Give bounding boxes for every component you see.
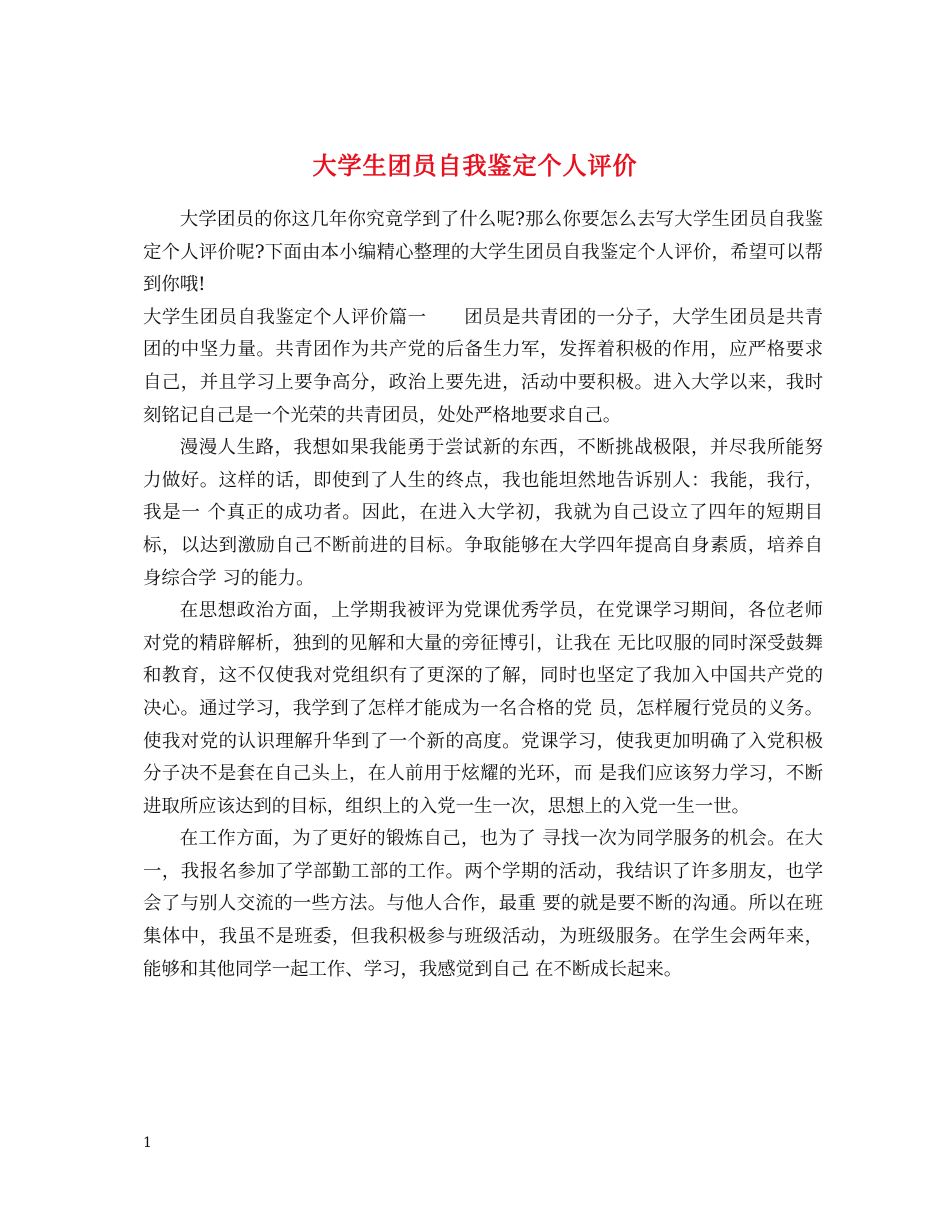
paragraph-work: 在工作方面，为了更好的锻炼自己，也为了 寻找一次为同学服务的机会。在大一，我报名参加了学部勤工部的工作。两个学期的活动，我结识了许多朋友，也学会了与别人交流的一些方法。与他人合作，最重 要的就是要不断的沟通。所以在班集体中，我虽不是班委，但我积极参与班级活动，为班级服务。在学生会两年来，能够和其他同学一起工作、学习，我感觉到自己 在不断成长起来。 <box>143 828 823 980</box>
document-body <box>143 204 823 986</box>
paragraph-life-goals: 漫漫人生路，我想如果我能勇于尝试新的东西，不断挑战极限，并尽我所能努力做好。这样的话，即使到了人生的终点，我也能坦然地告诉别人：我能，我行，我是一 个真正的成功者。因此，在进入大学初，我就为自己设立了四年的短期目标，以达到激励自己不断前进的目标。争取能够在大学四年提高自身素质，培养自身综合学 习的能力。 <box>143 437 823 589</box>
document-title: 大学生团员自我鉴定个人评价 <box>312 151 638 181</box>
paragraph-intro: 大学团员的你这几年你究竟学到了什么呢?那么你要怎么去写大学生团员自我鉴定个人评价呢?下面由本小编精心整理的大学生团员自我鉴定个人评价，希望可以帮到你哦! <box>143 209 823 296</box>
paragraph-section-one: 大学生团员自我鉴定个人评价篇一 团员是共青团的一分子，大学生团员是共青团的中坚力量。共青团作为共产党的后备生力军，发挥着积极的作用，应严格要求自己，并且学习上要争高分，政治上要先进，活动中要积极。进入大学以来，我时刻铭记自己是一个光荣的共青团员，处处严格地要求自己。 <box>143 306 823 426</box>
paragraph-political: 在思想政治方面，上学期我被评为党课优秀学员，在党课学习期间，各位老师对党的精辟解析，独到的见解和大量的旁征博引，让我在 无比叹服的同时深受鼓舞和教育，这不仅使我对党组织有了更深的了解，同时也坚定了我加入中国共产党的决心。通过学习，我学到了怎样才能成为一名合格的党 员，怎样履行党员的义务。使我对党的认识理解升华到了一个新的高度。党课学习，使我更加明确了入党积极分子决不是套在自己头上，在人前用于炫耀的光环，而 是我们应该努力学习，不断进取所应该达到的目标，组织上的入党一生一次，思想上的入党一生一世。 <box>143 600 823 817</box>
page-number: 1 <box>143 1135 152 1151</box>
